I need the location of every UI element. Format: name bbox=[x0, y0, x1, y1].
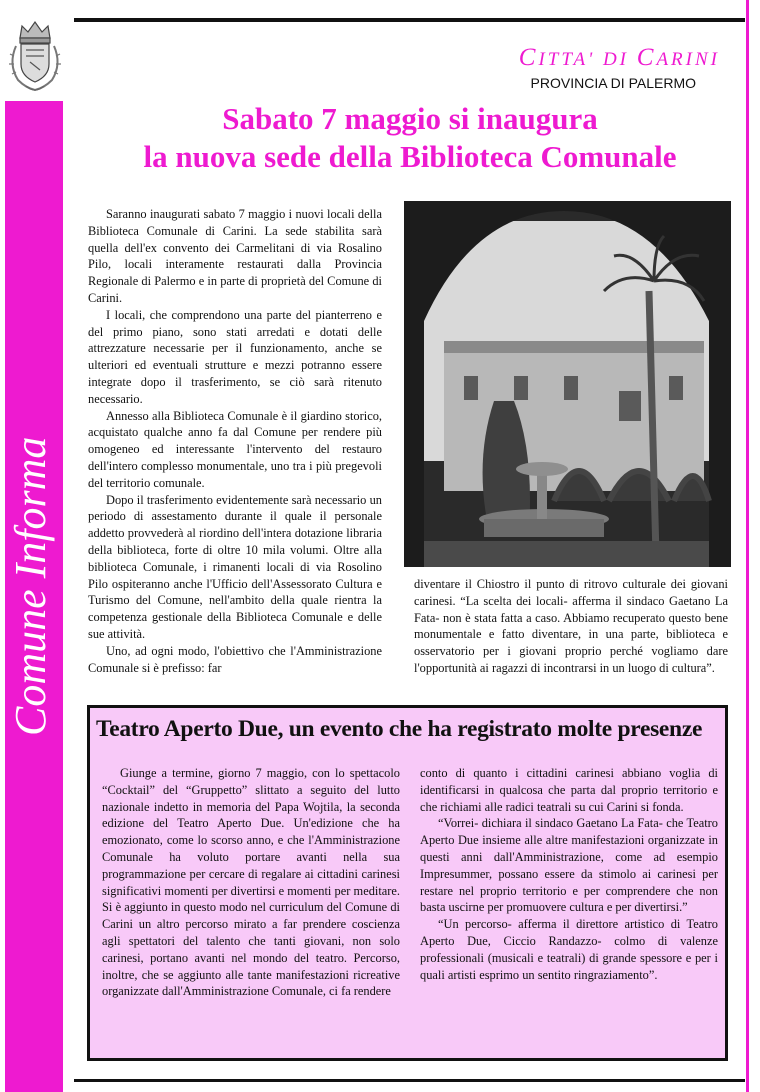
theatre-left-column bbox=[102, 765, 400, 1000]
theatre-paragraph: Giunge a termine, giorno 7 maggio, con lo spettacolo “Cocktail” del “Gruppetto” slittato a seguito del lutto nazionale indetto in memoria del Papa Wojtila, la seconda edizione del Teatro Aperto Due. Un'edizione che ha emozionato, come lo scorso anno, e che l'Amministrazione Comunale ha voluto portare avanti nella sua programmazione per cercare di regalare ai cittadini carinesi significativi momenti per divertirsi e momenti per meditare. Si è aggiunto in questo modo nel curriculum del Comune di Carini un altro percorso mirato a far prendere coscienza agli spettatori del talento che tanti giovani, non solo carinesi, portano avanti nel mondo del teatro. Percorso, inoltre, che se aggiunto alle tante manifestazioni ricreative organizzate dall'Amministrazione Comunale, ci fa rendere bbox=[102, 766, 400, 999]
city-title bbox=[420, 44, 720, 72]
headline-line-1: Sabato 7 maggio si inaugura bbox=[222, 101, 598, 136]
top-rule bbox=[74, 18, 745, 22]
bottom-rule bbox=[74, 1079, 745, 1082]
theatre-paragraph: “Un percorso- afferma il direttore artistico di Teatro Aperto Due, Ciccio Randazzo- colmo di valenze professionali (musicali e teatrali) di grande spessore e per i quali artisti esprimo un sentito ringraziamento”. bbox=[420, 917, 718, 982]
article-paragraph: Dopo il trasferimento evidentemente sarà necessario un periodo di assestamento durante il quale il personale addetto provvederà al riordino dell'intera dotazione libraria della biblioteca, forte di oltre 10 mila volumi. Oltre alla biblioteca Comunale, i rimanenti locali di via Rosolino Pilo ospiteranno anche l'Ufficio dell'Assessorato Cultura e Turismo del Comune, nell'ambito della quale rientra la competenza gestionale della Biblioteca Comunale e delle sue attività. bbox=[88, 492, 382, 641]
sidebar-label: Comune Informa bbox=[6, 436, 55, 736]
article-paragraph: Saranno inaugurati sabato 7 maggio i nuovi locali della Biblioteca Comunale di Carini. La sede stabilita sarà quella dell'ex convento dei Carmelitani di via Rosalino Pilo, locali interamente restaurati dalla Provincia Regionale di Palermo e in parte di proprietà del Comune di Carini. bbox=[88, 207, 382, 305]
headline bbox=[80, 100, 740, 176]
theatre-right-column bbox=[420, 765, 718, 983]
city-title-part: ITTA' DI bbox=[538, 49, 637, 70]
city-title-part: ARINI bbox=[656, 49, 720, 70]
article-paragraph: Annesso alla Biblioteca Comunale è il giardino storico, acquistato qualche anno fa dal Comune per rendere più omogeneo ed interessante l'intervento del restauro dell'intero complesso monumentale, uno tra i più pregevoli del territorio comunale. bbox=[88, 408, 382, 490]
theatre-paragraph: conto di quanto i cittadini carinesi abbiano voglia di identificarsi in qualcosa che parta dal proprio territorio e che richiami alle radici teatrali su cui Carini si fonda. bbox=[420, 766, 718, 814]
right-rule bbox=[746, 0, 749, 1092]
province-label: PROVINCIA DI PALERMO bbox=[530, 75, 696, 91]
article-paragraph: Uno, ad ogni modo, l'obiettivo che l'Amministrazione Comunale si è prefisso: far bbox=[88, 643, 382, 675]
article-paragraph: I locali, che comprendono una parte del pianterreno e del primo piano, sono stati arredati e dotati delle attrezzature necessarie per il funzionamento, anche se ulteriori ed eventuali strutture e mezzi potranno essere integrate dopo il trasferimento, se ciò sarà ritenuto necessario. bbox=[88, 307, 382, 406]
article-left-column bbox=[88, 206, 382, 676]
headline-line-2: la nuova sede della Biblioteca Comunale bbox=[143, 139, 677, 174]
article-right-column bbox=[414, 576, 728, 677]
city-title-initial: C bbox=[518, 44, 539, 71]
theatre-news-title: Teatro Aperto Due, un evento che ha registrato molte presenze bbox=[96, 716, 703, 742]
city-title-initial: C bbox=[636, 44, 657, 71]
theatre-paragraph: “Vorrei- dichiara il sindaco Gaetano La Fata- che Teatro Aperto Due insieme alle altre manifestazioni organizzate in questi anni dall'Amministrazione, come ad esempio Impresummer, possano essere da stimolo ai carinesi per restare nel proprio territorio e per comprendere che non basta uscirne per promuovere cultura e per divertirsi.” bbox=[420, 816, 718, 915]
cloister-photo bbox=[404, 201, 731, 567]
article-paragraph: diventare il Chiostro il punto di ritrovo culturale dei giovani carinesi. “La scelta dei locali- afferma il sindaco Gaetano La Fata- non è stata fatta a caso. Abbiamo recuperato questo bene monumentale e fatto diventare, in una parte, biblioteca e osservatorio per i giovani proprio perché vogliamo dare l'opportunità ai ragazzi di incontrarsi in un luogo di cultura”. bbox=[414, 577, 728, 675]
coat-of-arms-logo bbox=[4, 16, 66, 96]
